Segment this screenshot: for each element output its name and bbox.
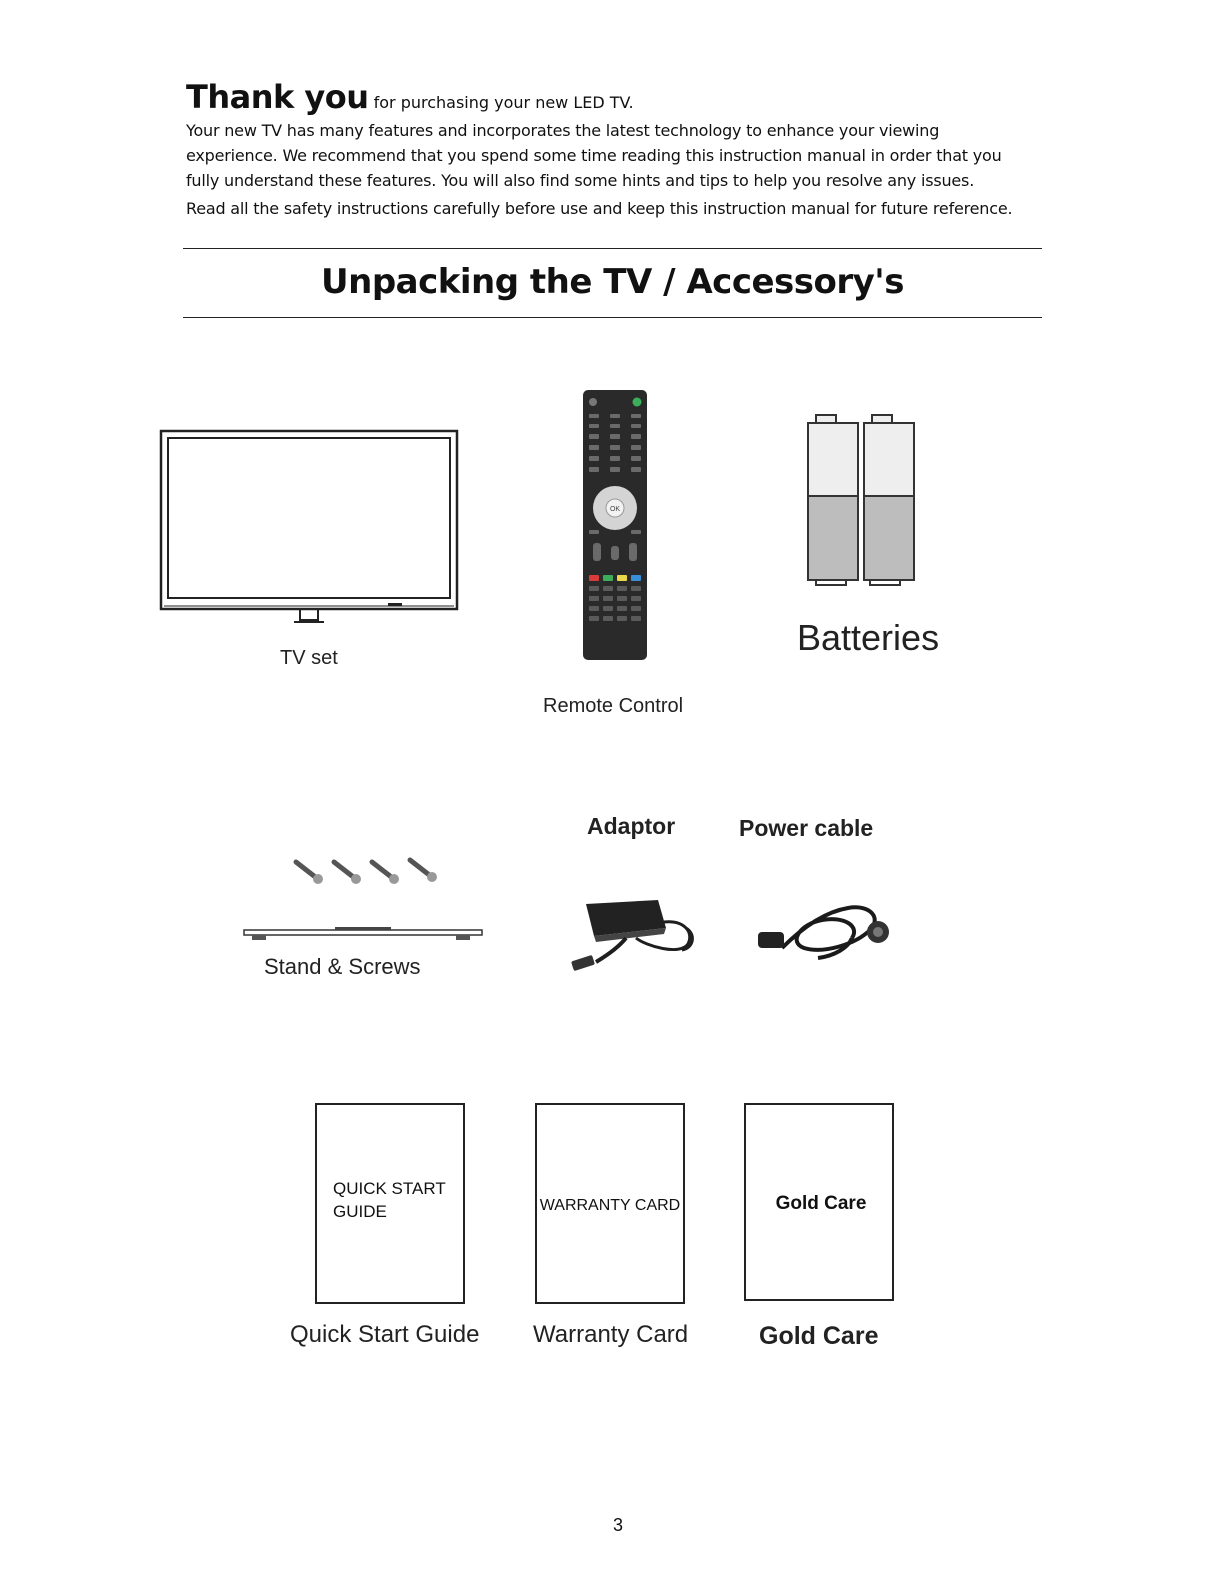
remote-ok-label: OK [609, 506, 621, 513]
warranty-box-text: WARRANTY CARD [539, 1197, 681, 1214]
intro-paragraph-line-3: fully understand these features. You will also find some hints and tips to help you resolve any issues. [186, 171, 975, 190]
stand-and-screws-caption: Stand & Screws [264, 954, 421, 979]
section-title: Unpacking the TV / Accessory's [321, 262, 904, 302]
tv-set-caption: TV set [280, 647, 338, 669]
quick-start-guide-caption: Quick Start Guide [290, 1321, 480, 1348]
batteries-illustration [800, 410, 924, 590]
intro-paragraph-line-2: experience. We recommend that you spend some time reading this instruction manual in order that you [186, 146, 1002, 165]
gold-care-box-text: Gold Care [775, 1193, 867, 1214]
remote-control-illustration [581, 388, 649, 662]
bottom-rule [183, 317, 1042, 318]
stand-and-screws-illustration [240, 852, 486, 944]
power-cable-caption: Power cable [739, 815, 874, 841]
intro-block [186, 78, 1046, 221]
power-cable-illustration [752, 898, 894, 968]
adaptor-illustration [566, 892, 700, 982]
batteries-caption: Batteries [797, 617, 940, 658]
intro-lead: for purchasing your new LED TV. [368, 93, 634, 112]
top-rule [183, 248, 1042, 249]
gold-care-caption: Gold Care [759, 1322, 879, 1350]
thank-you-heading: Thank you [186, 78, 369, 116]
quick-start-guide-box [315, 1103, 465, 1304]
warranty-card-caption: Warranty Card [533, 1321, 689, 1348]
quick-start-box-line-2: GUIDE [333, 1202, 387, 1221]
warranty-card-box [535, 1103, 685, 1304]
adaptor-caption: Adaptor [587, 813, 676, 839]
tv-set-illustration [158, 428, 460, 628]
page-number: 3 [612, 1515, 623, 1535]
remote-control-caption: Remote Control [543, 695, 684, 717]
quick-start-box-line-1: QUICK START [333, 1179, 446, 1198]
gold-care-box [744, 1103, 894, 1301]
intro-paragraph-line-1: Your new TV has many features and incorporates the latest technology to enhance your viewing [186, 121, 940, 140]
safety-paragraph: Read all the safety instructions carefully before use and keep this instruction manual for future reference. [186, 199, 1013, 218]
